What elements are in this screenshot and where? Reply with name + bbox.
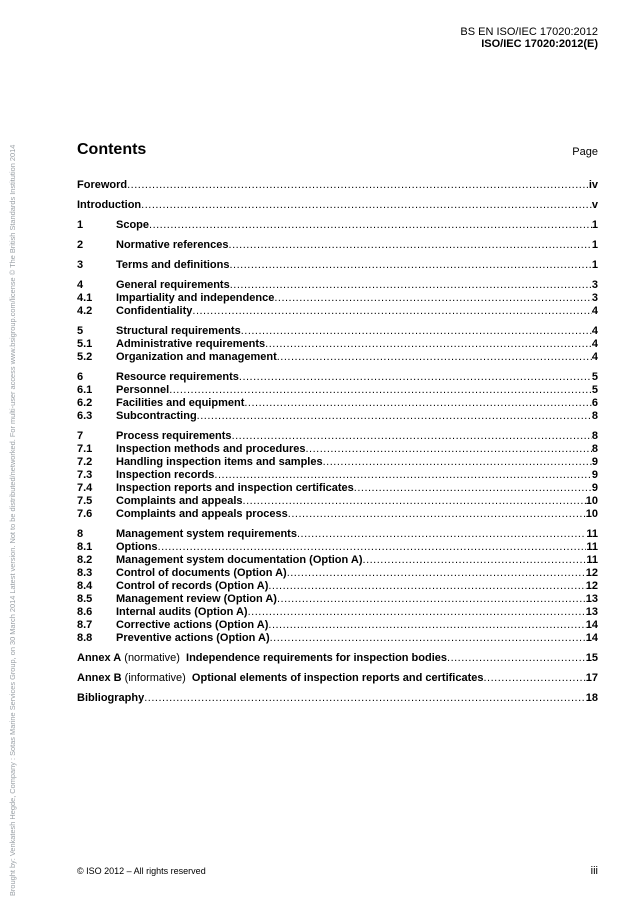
- toc-entry-page: 4: [591, 305, 598, 317]
- toc-entry-number: 7.3: [77, 469, 93, 481]
- dot-leader: [149, 219, 592, 232]
- dot-leader: [447, 652, 586, 665]
- dot-leader: [274, 292, 592, 305]
- dot-leader: [127, 179, 589, 192]
- toc-entry-page: 14: [585, 619, 598, 631]
- toc-entry[interactable]: [77, 692, 598, 705]
- toc-entry-number: 8.5: [77, 593, 93, 605]
- toc-entry-page: 18: [585, 692, 598, 704]
- toc-group: [77, 430, 598, 521]
- toc-entry-number: 8.1: [77, 541, 93, 553]
- dot-leader: [230, 279, 592, 292]
- toc-entry-title-text: Options: [116, 541, 158, 553]
- toc-entry-number: 5: [77, 325, 84, 337]
- toc-group: [77, 219, 598, 232]
- toc-entry-title: [116, 259, 229, 272]
- toc-entry[interactable]: [77, 495, 598, 508]
- toc-entry-number: 5.2: [77, 351, 93, 363]
- toc-group: [77, 672, 598, 685]
- standard-designation: BS EN ISO/IEC 17020:2012: [460, 26, 598, 38]
- toc-entry-number: 4.1: [77, 292, 93, 304]
- toc-entry-page: 3: [591, 279, 598, 291]
- toc-entry-title: [116, 508, 288, 521]
- toc-entry-title-text: Complaints and appeals process: [116, 508, 288, 520]
- toc-entry-number: 6.2: [77, 397, 93, 409]
- dot-leader: [363, 554, 587, 567]
- iso-designation: ISO/IEC 17020:2012(E): [481, 38, 598, 50]
- toc-entry-annex-title: Optional elements of inspection reports and certificates: [191, 672, 484, 684]
- toc-group: [77, 279, 598, 318]
- toc-entry-number: 8.3: [77, 567, 93, 579]
- license-watermark: [0, 0, 17, 903]
- toc-entry-page: iv: [588, 179, 598, 191]
- toc-entry-title: [116, 593, 277, 606]
- toc-entry-page: 12: [585, 580, 598, 592]
- toc-entry-title-text: Inspection records: [116, 469, 215, 481]
- toc-entry-number: 7.6: [77, 508, 93, 520]
- copyright-notice: © ISO 2012 – All rights reserved: [77, 866, 206, 876]
- toc-entry[interactable]: [77, 219, 598, 232]
- dot-leader: [277, 351, 592, 364]
- toc-entry-title-text: General requirements: [116, 279, 230, 291]
- toc-entry-title: [116, 456, 323, 469]
- contents-heading: Contents: [77, 141, 147, 158]
- toc-entry-title: [116, 292, 274, 305]
- dot-leader: [268, 580, 585, 593]
- toc-entry-title: [116, 430, 232, 443]
- toc-entry-title: [116, 397, 244, 410]
- toc-entry-title: [116, 495, 243, 508]
- toc-entry-number: 8.2: [77, 554, 93, 566]
- toc-group: [77, 325, 598, 364]
- toc-entry-title-text: Annex B: [77, 672, 122, 684]
- toc-entry-page: 9: [591, 482, 598, 494]
- toc-entry-title: [116, 325, 241, 338]
- toc-entry-number: 2: [77, 239, 84, 251]
- license-watermark-text: Brought by: Venkatesh Hegde, Company : Sotas Marine Services Group, on 30 March 2014 Latest version. Not to be distributed/networked. For multi-user access www.bsigroup.com/license © The British Standards Institution 2014: [8, 144, 17, 896]
- toc-entry-title: [116, 338, 265, 351]
- dot-leader: [144, 692, 586, 705]
- toc-entry-title-text: Organization and management: [116, 351, 277, 363]
- toc-entry-page: 9: [591, 469, 598, 481]
- toc-entry[interactable]: [77, 371, 598, 384]
- toc-entry-title: [77, 652, 447, 665]
- toc-entry-page: 3: [591, 292, 598, 304]
- toc-entry[interactable]: [77, 179, 598, 192]
- toc-entry-page: 14: [585, 632, 598, 644]
- toc-entry-title-text: Scope: [116, 219, 150, 231]
- toc-entry-title-text: Preventive actions (Option A): [116, 632, 270, 644]
- toc-entry-page: 4: [591, 351, 598, 363]
- toc-entry-title-text: Management system requirements: [116, 528, 297, 540]
- toc-entry-title-text: Introduction: [77, 199, 142, 211]
- toc-entry-title-text: Management system documentation (Option A): [116, 554, 363, 566]
- toc-entry-number: 6.3: [77, 410, 93, 422]
- toc-entry-title: [116, 632, 270, 645]
- toc-entry-title: [116, 443, 305, 456]
- toc-entry[interactable]: [77, 430, 598, 443]
- toc-entry-title-text: Facilities and equipment: [116, 397, 245, 409]
- dot-leader: [248, 606, 586, 619]
- toc-entry-title: [116, 482, 354, 495]
- toc-entry-title: [116, 541, 158, 554]
- toc-entry[interactable]: [77, 443, 598, 456]
- toc-entry-title-text: Internal audits (Option A): [116, 606, 248, 618]
- toc-entry-title: [116, 469, 214, 482]
- toc-entry-number: 8.6: [77, 606, 93, 618]
- toc-entry-number: 5.1: [77, 338, 93, 350]
- dot-leader: [297, 528, 586, 541]
- toc-entry[interactable]: [77, 672, 598, 685]
- toc-entry-title-text: Control of documents (Option A): [116, 567, 287, 579]
- toc-entry-number: 8.8: [77, 632, 93, 644]
- toc-entry-number: 7.5: [77, 495, 93, 507]
- toc-entry-title-text: Inspection reports and inspection certificates: [116, 482, 354, 494]
- toc-entry[interactable]: [77, 292, 598, 305]
- dot-leader: [354, 482, 592, 495]
- toc-entry[interactable]: [77, 606, 598, 619]
- toc-entry-title: [77, 672, 484, 685]
- toc-entry-title: [116, 351, 277, 364]
- toc-entry-title-text: Corrective actions (Option A): [116, 619, 269, 631]
- toc-entry[interactable]: [77, 593, 598, 606]
- toc-entry[interactable]: [77, 279, 598, 292]
- toc-group: [77, 692, 598, 705]
- toc-entry-title: [116, 384, 169, 397]
- toc-entry-page: 4: [591, 338, 598, 350]
- toc-entry[interactable]: [77, 397, 598, 410]
- toc-entry-title-text: Handling inspection items and samples: [116, 456, 323, 468]
- toc-entry-title: [77, 199, 141, 212]
- table-of-contents: [77, 179, 598, 712]
- toc-entry[interactable]: [77, 338, 598, 351]
- page-column-label: Page: [572, 146, 598, 158]
- toc-group: [77, 179, 598, 192]
- toc-entry-title: [116, 580, 268, 593]
- toc-entry-page: 5: [591, 384, 598, 396]
- toc-entry-number: 4.2: [77, 305, 93, 317]
- dot-leader: [229, 259, 591, 272]
- toc-entry-title: [116, 567, 287, 580]
- toc-entry-title-text: Control of records (Option A): [116, 580, 269, 592]
- toc-entry-page: 8: [591, 430, 598, 442]
- toc-entry-annex-type: (informative): [121, 672, 192, 684]
- dot-leader: [268, 619, 585, 632]
- toc-entry-title-text: Administrative requirements: [116, 338, 266, 350]
- toc-entry-title-text: Terms and definitions: [116, 259, 230, 271]
- toc-entry[interactable]: [77, 351, 598, 364]
- toc-entry-number: 7: [77, 430, 84, 442]
- dot-leader: [232, 430, 592, 443]
- toc-group: [77, 528, 598, 645]
- toc-entry-annex-type: (normative): [121, 652, 187, 664]
- toc-entry-page: 1: [591, 239, 598, 251]
- toc-entry-page: 5: [591, 371, 598, 383]
- toc-entry-page: 1: [591, 259, 598, 271]
- toc-entry-title-text: Resource requirements: [116, 371, 239, 383]
- toc-entry-title-text: Process requirements: [116, 430, 232, 442]
- toc-entry-page: 15: [585, 652, 598, 664]
- toc-entry-title: [116, 410, 197, 423]
- toc-entry[interactable]: [77, 541, 598, 554]
- toc-entry[interactable]: [77, 259, 598, 272]
- toc-entry[interactable]: [77, 325, 598, 338]
- toc-entry-number: 7.4: [77, 482, 93, 494]
- toc-entry-title-text: Confidentiality: [116, 305, 193, 317]
- toc-entry-title: [116, 305, 192, 318]
- dot-leader: [265, 338, 592, 351]
- toc-entry-number: 7.2: [77, 456, 93, 468]
- toc-entry-title: [116, 371, 239, 384]
- toc-entry-title: [116, 528, 297, 541]
- toc-entry[interactable]: [77, 619, 598, 632]
- toc-entry-number: 1: [77, 219, 84, 231]
- toc-entry-title-text: Annex A: [77, 652, 122, 664]
- dot-leader: [169, 384, 592, 397]
- toc-entry-page: 4: [591, 325, 598, 337]
- toc-entry[interactable]: [77, 456, 598, 469]
- toc-entry-title-text: Structural requirements: [116, 325, 241, 337]
- dot-leader: [197, 410, 592, 423]
- toc-entry-title: [77, 692, 144, 705]
- toc-entry-page: 17: [585, 672, 598, 684]
- toc-entry-number: 6.1: [77, 384, 93, 396]
- toc-entry[interactable]: [77, 652, 598, 665]
- toc-entry-page: 8: [591, 410, 598, 422]
- toc-entry-number: 8: [77, 528, 84, 540]
- toc-entry-annex-title: Independence requirements for inspection bodies: [186, 652, 448, 664]
- toc-entry-title-text: Normative references: [116, 239, 229, 251]
- toc-entry[interactable]: [77, 199, 598, 212]
- dot-leader: [241, 325, 592, 338]
- toc-entry[interactable]: [77, 528, 598, 541]
- toc-entry-title: [116, 239, 229, 252]
- toc-entry-page: 11: [586, 528, 598, 540]
- toc-group: [77, 239, 598, 252]
- toc-group: [77, 199, 598, 212]
- toc-entry-title-text: Bibliography: [77, 692, 145, 704]
- toc-entry-title-text: Foreword: [77, 179, 128, 191]
- toc-entry-page: 11: [586, 554, 598, 566]
- toc-entry-number: 3: [77, 259, 84, 271]
- toc-group: [77, 259, 598, 272]
- dot-leader: [323, 456, 592, 469]
- toc-entry-title-text: Complaints and appeals: [116, 495, 243, 507]
- dot-leader: [305, 443, 591, 456]
- dot-leader: [229, 239, 592, 252]
- toc-entry[interactable]: [77, 410, 598, 423]
- dot-leader: [244, 397, 592, 410]
- toc-entry-title: [116, 219, 149, 232]
- dot-leader: [243, 495, 586, 508]
- toc-entry-title-text: Management review (Option A): [116, 593, 277, 605]
- toc-entry[interactable]: [77, 305, 598, 318]
- dot-leader: [192, 305, 591, 318]
- toc-entry-number: 4: [77, 279, 84, 291]
- toc-entry-title-text: Inspection methods and procedures: [116, 443, 306, 455]
- toc-entry[interactable]: [77, 239, 598, 252]
- toc-entry-page: 13: [585, 593, 598, 605]
- dot-leader: [141, 199, 592, 212]
- dot-leader: [288, 508, 586, 521]
- toc-entry-title: [116, 279, 230, 292]
- toc-entry-page: 9: [591, 456, 598, 468]
- toc-entry-page: 1: [591, 219, 598, 231]
- dot-leader: [277, 593, 586, 606]
- dot-leader: [287, 567, 586, 580]
- toc-entry[interactable]: [77, 508, 598, 521]
- toc-entry-page: 13: [585, 606, 598, 618]
- toc-entry-title: [116, 554, 363, 567]
- toc-entry[interactable]: [77, 554, 598, 567]
- dot-leader: [214, 469, 591, 482]
- toc-entry[interactable]: [77, 384, 598, 397]
- toc-entry-title: [116, 619, 268, 632]
- page-number: iii: [590, 865, 598, 877]
- toc-entry-title-text: Subcontracting: [116, 410, 197, 422]
- toc-entry-page: 8: [591, 443, 598, 455]
- dot-leader: [239, 371, 592, 384]
- toc-entry-page: 10: [585, 508, 598, 520]
- toc-entry[interactable]: [77, 580, 598, 593]
- toc-entry[interactable]: [77, 632, 598, 645]
- toc-entry[interactable]: [77, 567, 598, 580]
- toc-group: [77, 371, 598, 423]
- toc-entry-page: 6: [591, 397, 598, 409]
- dot-leader: [484, 672, 586, 685]
- toc-entry-number: 6: [77, 371, 84, 383]
- toc-entry[interactable]: [77, 469, 598, 482]
- dot-leader: [158, 541, 587, 554]
- toc-entry-page: v: [591, 199, 598, 211]
- dot-leader: [270, 632, 586, 645]
- toc-entry-number: 7.1: [77, 443, 93, 455]
- toc-entry-title: [116, 606, 248, 619]
- toc-entry-number: 8.4: [77, 580, 93, 592]
- toc-entry-page: 12: [585, 567, 598, 579]
- toc-entry-title-text: Personnel: [116, 384, 170, 396]
- toc-entry[interactable]: [77, 482, 598, 495]
- toc-entry-page: 11: [586, 541, 598, 553]
- toc-entry-title-text: Impartiality and independence: [116, 292, 275, 304]
- toc-entry-title: [77, 179, 127, 192]
- toc-entry-page: 10: [585, 495, 598, 507]
- toc-entry-number: 8.7: [77, 619, 93, 631]
- toc-group: [77, 652, 598, 665]
